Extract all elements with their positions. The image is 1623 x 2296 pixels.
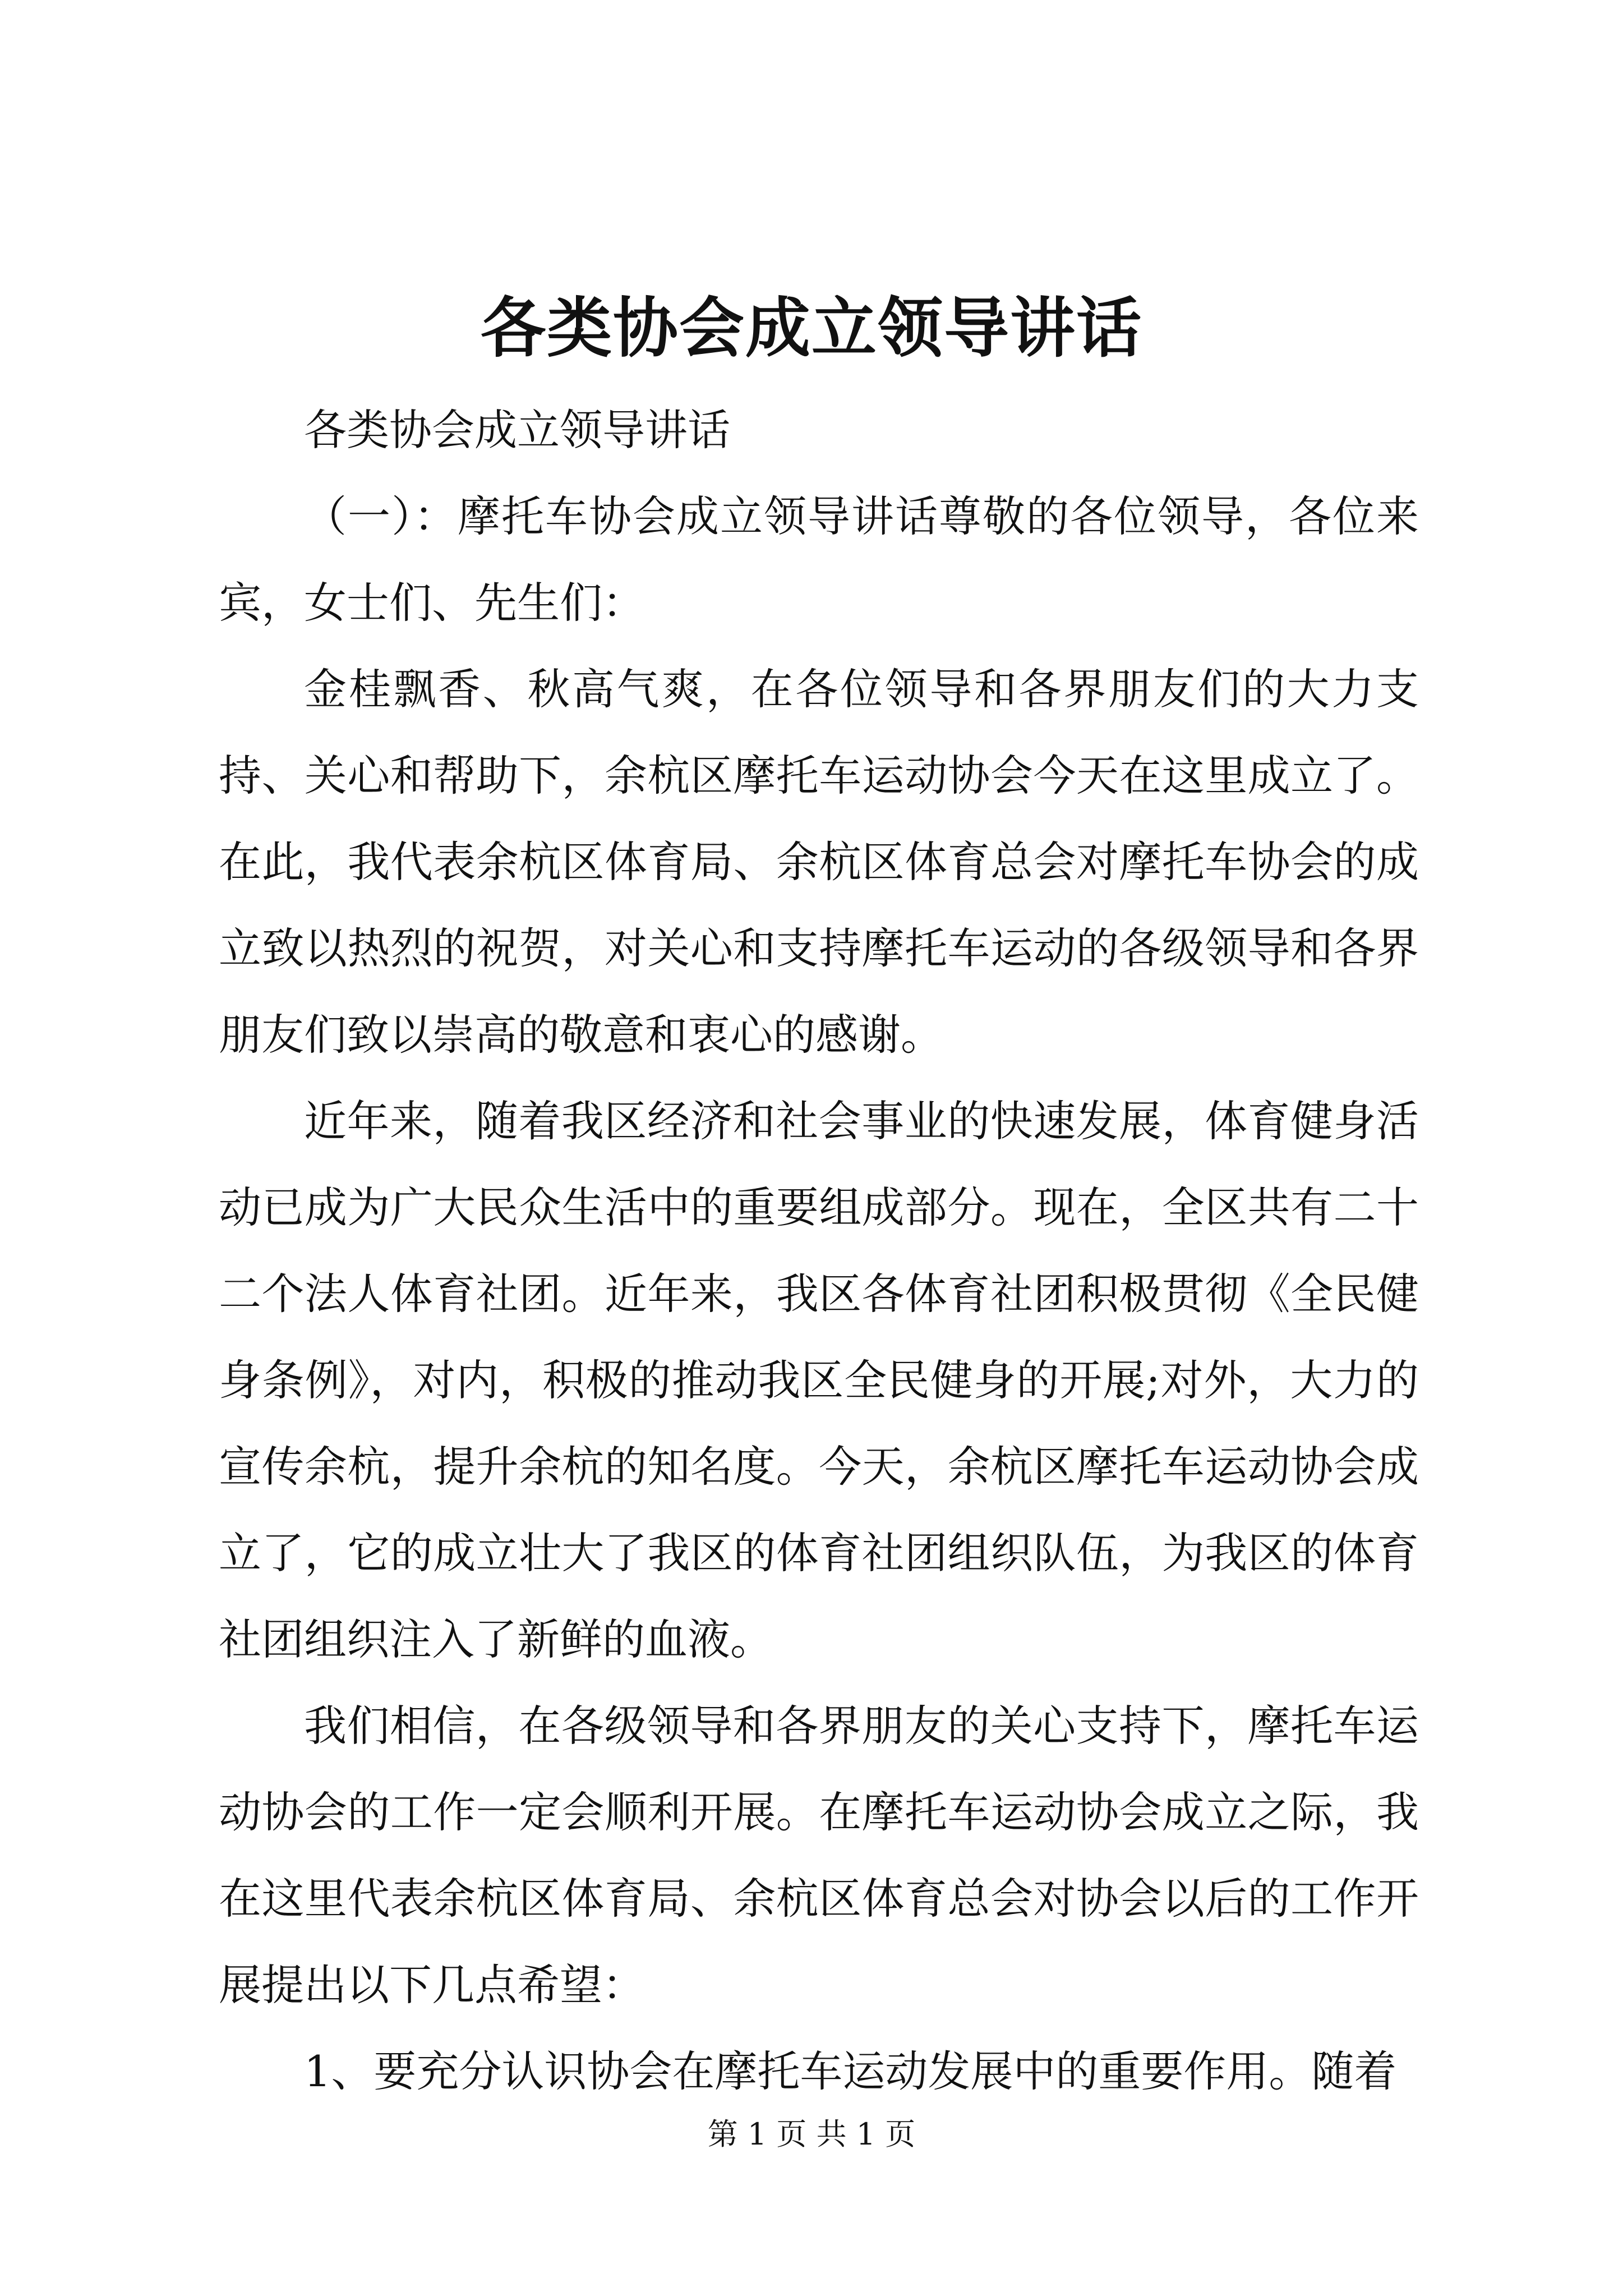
- page-footer: 第 1 页 共 1 页: [707, 2116, 916, 2152]
- document-title: 各类协会成立领导讲话: [481, 290, 1142, 366]
- paragraph-background: 近年来，随着我区经济和社会事业的快速发展，体育健身活动已成为广大民众生活中的重要组成部分。现在，全区共有二十二个法人体育社团。近年来，我区各体育社团积极贯彻《全民健身条例》，对内，积极的推动我区全民健身的开展;对外，大力的宣传余杭，提升余杭的知名度。今天，余杭区摩托车运动协会成立了，它的成立壮大了我区的体育社团组织队伍，为我区的体育社团组织注入了新鲜的血液。: [219, 1096, 1419, 1664]
- paragraph-congratulation: 金桂飘香、秋高气爽，在各位领导和各界朋友们的大力支持、关心和帮助下，余杭区摩托车运动协会今天在这里成立了。在此，我代表余杭区体育局、余杭区体育总会对摩托车协会的成立致以热烈的祝贺，对关心和支持摩托车运动的各级领导和各界朋友们致以崇高的敬意和衷心的感谢。: [219, 664, 1419, 1060]
- paragraph-subtitle: 各类协会成立领导讲话: [304, 405, 730, 455]
- document-body: [219, 387, 1419, 2115]
- paragraph-point-1: 1、要充分认识协会在摩托车运动发展中的重要作用。随着: [304, 2046, 1397, 2096]
- paragraph-greeting: （一）：摩托车协会成立领导讲话尊敬的各位领导，各位来宾，女士们、先生们：: [219, 491, 1419, 628]
- paragraph-hopes-intro: 我们相信，在各级领导和各界朋友的关心支持下，摩托车运动协会的工作一定会顺利开展。在摩托车运动协会成立之际，我在这里代表余杭区体育局、余杭区体育总会对协会以后的工作开展提出以下几点希望：: [219, 1701, 1419, 2010]
